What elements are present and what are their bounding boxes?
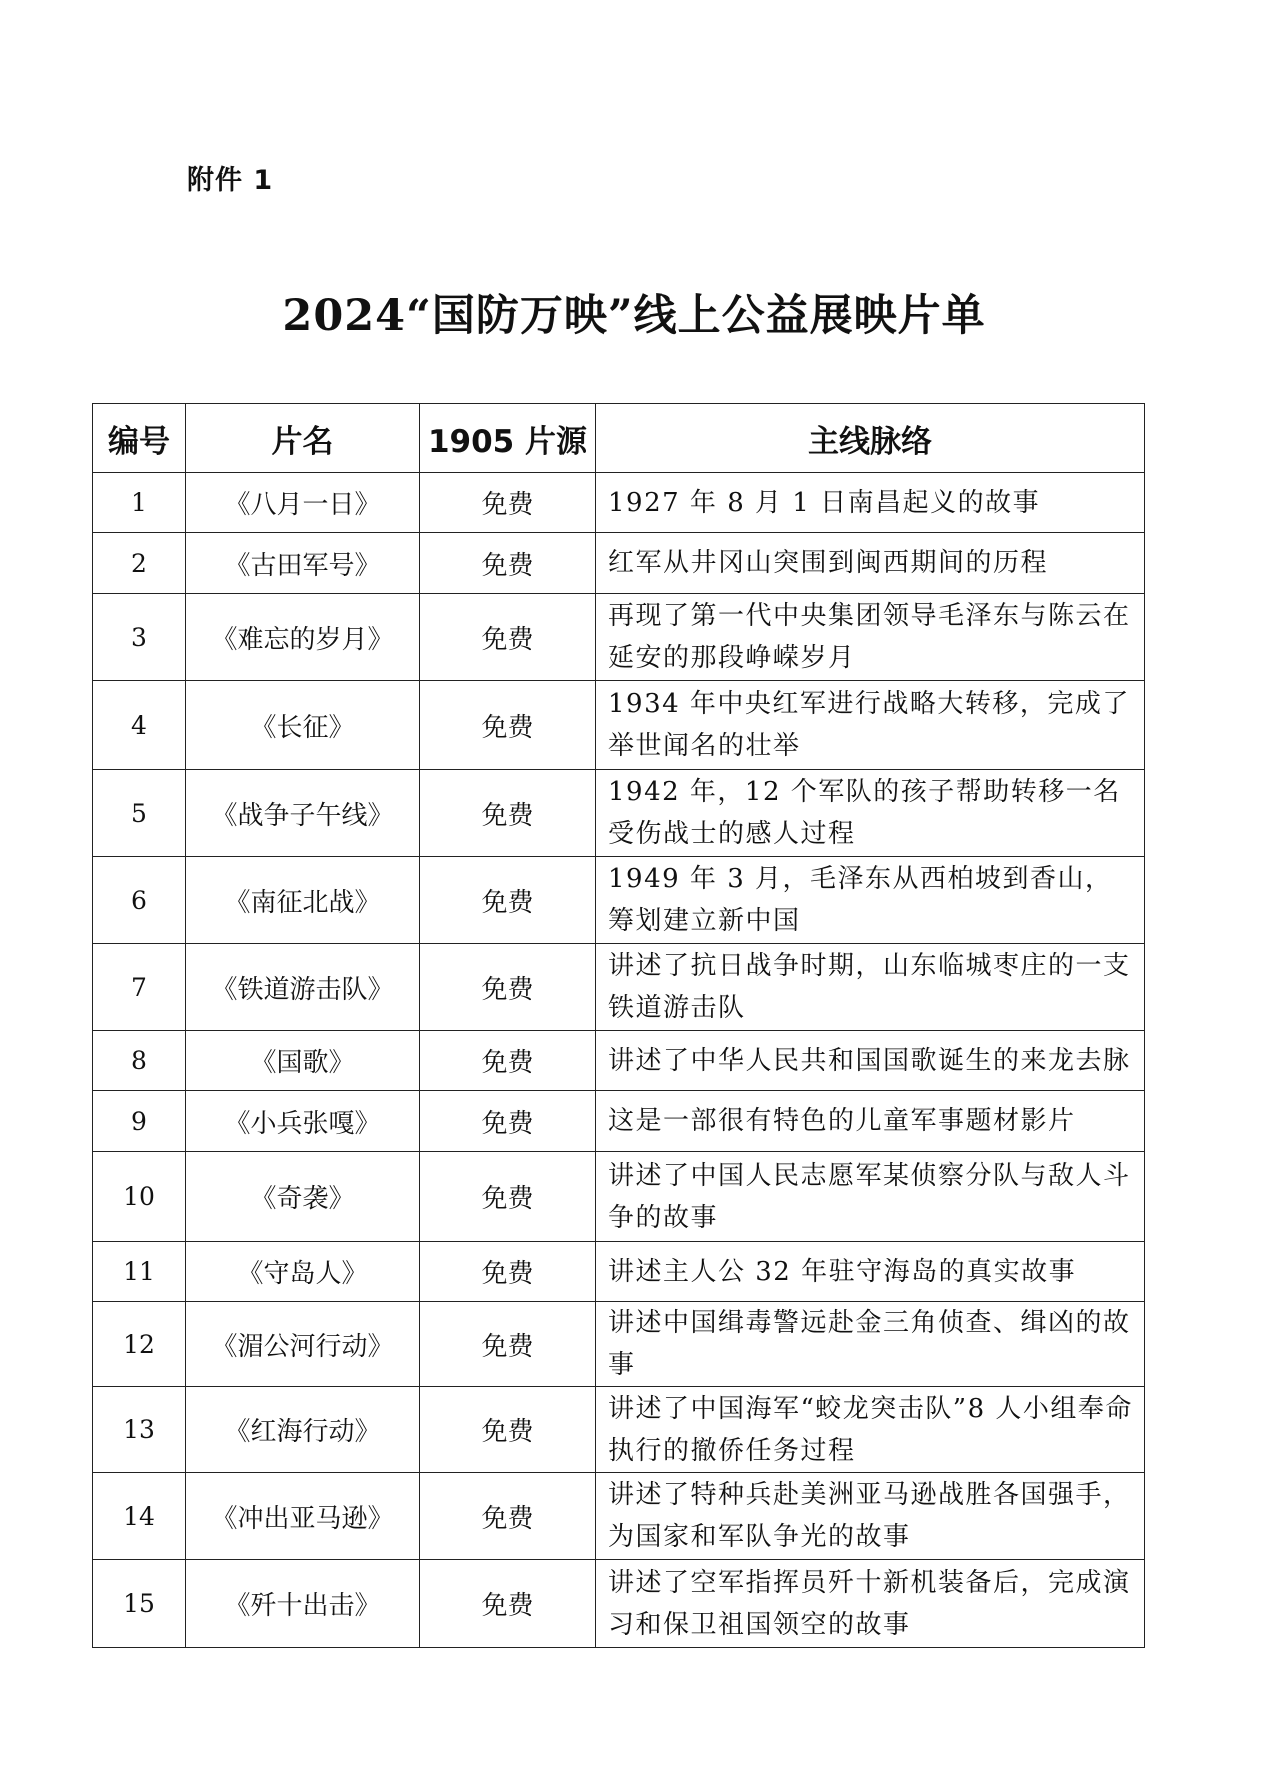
storyline: 讲述主人公 32 年驻守海岛的真实故事: [596, 1242, 1145, 1302]
table-row: [93, 1302, 1145, 1387]
film-name: 《国歌》: [186, 1031, 420, 1091]
film-name: 《奇袭》: [186, 1152, 420, 1242]
storyline: 讲述中国缉毒警远赴金三角侦查、缉凶的故事: [596, 1302, 1145, 1387]
film-source: 免费: [420, 1473, 596, 1560]
film-name: 《铁道游击队》: [186, 944, 420, 1031]
table-row: [93, 1242, 1145, 1302]
storyline: 1927 年 8 月 1 日南昌起义的故事: [596, 473, 1145, 533]
film-name: 《歼十出击》: [186, 1560, 420, 1648]
header-storyline: 主线脉络: [596, 404, 1145, 473]
film-source: 免费: [420, 681, 596, 770]
table-row: [93, 1031, 1145, 1091]
row-number: 12: [93, 1302, 186, 1387]
storyline: 1949 年 3 月，毛泽东从西柏坡到香山，筹划建立新中国: [596, 857, 1145, 944]
storyline: 1934 年中央红军进行战略大转移，完成了举世闻名的壮举: [596, 681, 1145, 770]
document-title: 2024“国防万映”线上公益展映片单: [282, 291, 986, 341]
table-row: [93, 1091, 1145, 1152]
row-number: 13: [93, 1387, 186, 1473]
film-name: 《难忘的岁月》: [186, 594, 420, 681]
storyline: 这是一部很有特色的儿童军事题材影片: [596, 1091, 1145, 1152]
storyline: 讲述了中华人民共和国国歌诞生的来龙去脉: [596, 1031, 1145, 1091]
table-row: [93, 533, 1145, 594]
film-name: 《八月一日》: [186, 473, 420, 533]
row-number: 4: [93, 681, 186, 770]
film-source: 免费: [420, 1091, 596, 1152]
table-row: [93, 1473, 1145, 1560]
table-row: [93, 473, 1145, 533]
film-source: 免费: [420, 1031, 596, 1091]
film-name: 《红海行动》: [186, 1387, 420, 1473]
film-name: 《古田军号》: [186, 533, 420, 594]
row-number: 5: [93, 770, 186, 857]
header-film-name: 片名: [186, 404, 420, 473]
film-source: 免费: [420, 1152, 596, 1242]
storyline: 讲述了中国海军“蛟龙突击队”8 人小组奉命执行的撤侨任务过程: [596, 1387, 1145, 1473]
header-source: 1905 片源: [420, 404, 596, 473]
row-number: 3: [93, 594, 186, 681]
row-number: 7: [93, 944, 186, 1031]
film-name: 《湄公河行动》: [186, 1302, 420, 1387]
table-row: [93, 1387, 1145, 1473]
storyline: 讲述了空军指挥员歼十新机装备后，完成演习和保卫祖国领空的故事: [596, 1560, 1145, 1648]
row-number: 10: [93, 1152, 186, 1242]
table-header-row: [93, 404, 1145, 473]
film-source: 免费: [420, 473, 596, 533]
film-source: 免费: [420, 1242, 596, 1302]
film-name: 《冲出亚马逊》: [186, 1473, 420, 1560]
film-source: 免费: [420, 594, 596, 681]
film-source: 免费: [420, 944, 596, 1031]
row-number: 6: [93, 857, 186, 944]
header-number: 编号: [93, 404, 186, 473]
film-source: 免费: [420, 1387, 596, 1473]
film-name: 《长征》: [186, 681, 420, 770]
film-source: 免费: [420, 857, 596, 944]
table-row: [93, 594, 1145, 681]
row-number: 11: [93, 1242, 186, 1302]
film-name: 《小兵张嘎》: [186, 1091, 420, 1152]
film-source: 免费: [420, 533, 596, 594]
table-row: [93, 681, 1145, 770]
row-number: 15: [93, 1560, 186, 1648]
film-source: 免费: [420, 1302, 596, 1387]
storyline: 讲述了抗日战争时期，山东临城枣庄的一支铁道游击队: [596, 944, 1145, 1031]
film-source: 免费: [420, 1560, 596, 1648]
table-row: [93, 1152, 1145, 1242]
storyline: 再现了第一代中央集团领导毛泽东与陈云在延安的那段峥嵘岁月: [596, 594, 1145, 681]
storyline: 1942 年，12 个军队的孩子帮助转移一名受伤战士的感人过程: [596, 770, 1145, 857]
row-number: 2: [93, 533, 186, 594]
table-row: [93, 770, 1145, 857]
row-number: 14: [93, 1473, 186, 1560]
film-name: 《战争子午线》: [186, 770, 420, 857]
table-row: [93, 857, 1145, 944]
row-number: 8: [93, 1031, 186, 1091]
row-number: 9: [93, 1091, 186, 1152]
storyline: 讲述了中国人民志愿军某侦察分队与敌人斗争的故事: [596, 1152, 1145, 1242]
film-name: 《南征北战》: [186, 857, 420, 944]
film-list-table: [92, 403, 1145, 1648]
table-row: [93, 1560, 1145, 1648]
film-source: 免费: [420, 770, 596, 857]
storyline: 红军从井冈山突围到闽西期间的历程: [596, 533, 1145, 594]
attachment-label: 附件 1: [187, 165, 274, 196]
storyline: 讲述了特种兵赴美洲亚马逊战胜各国强手，为国家和军队争光的故事: [596, 1473, 1145, 1560]
film-name: 《守岛人》: [186, 1242, 420, 1302]
table-row: [93, 944, 1145, 1031]
row-number: 1: [93, 473, 186, 533]
